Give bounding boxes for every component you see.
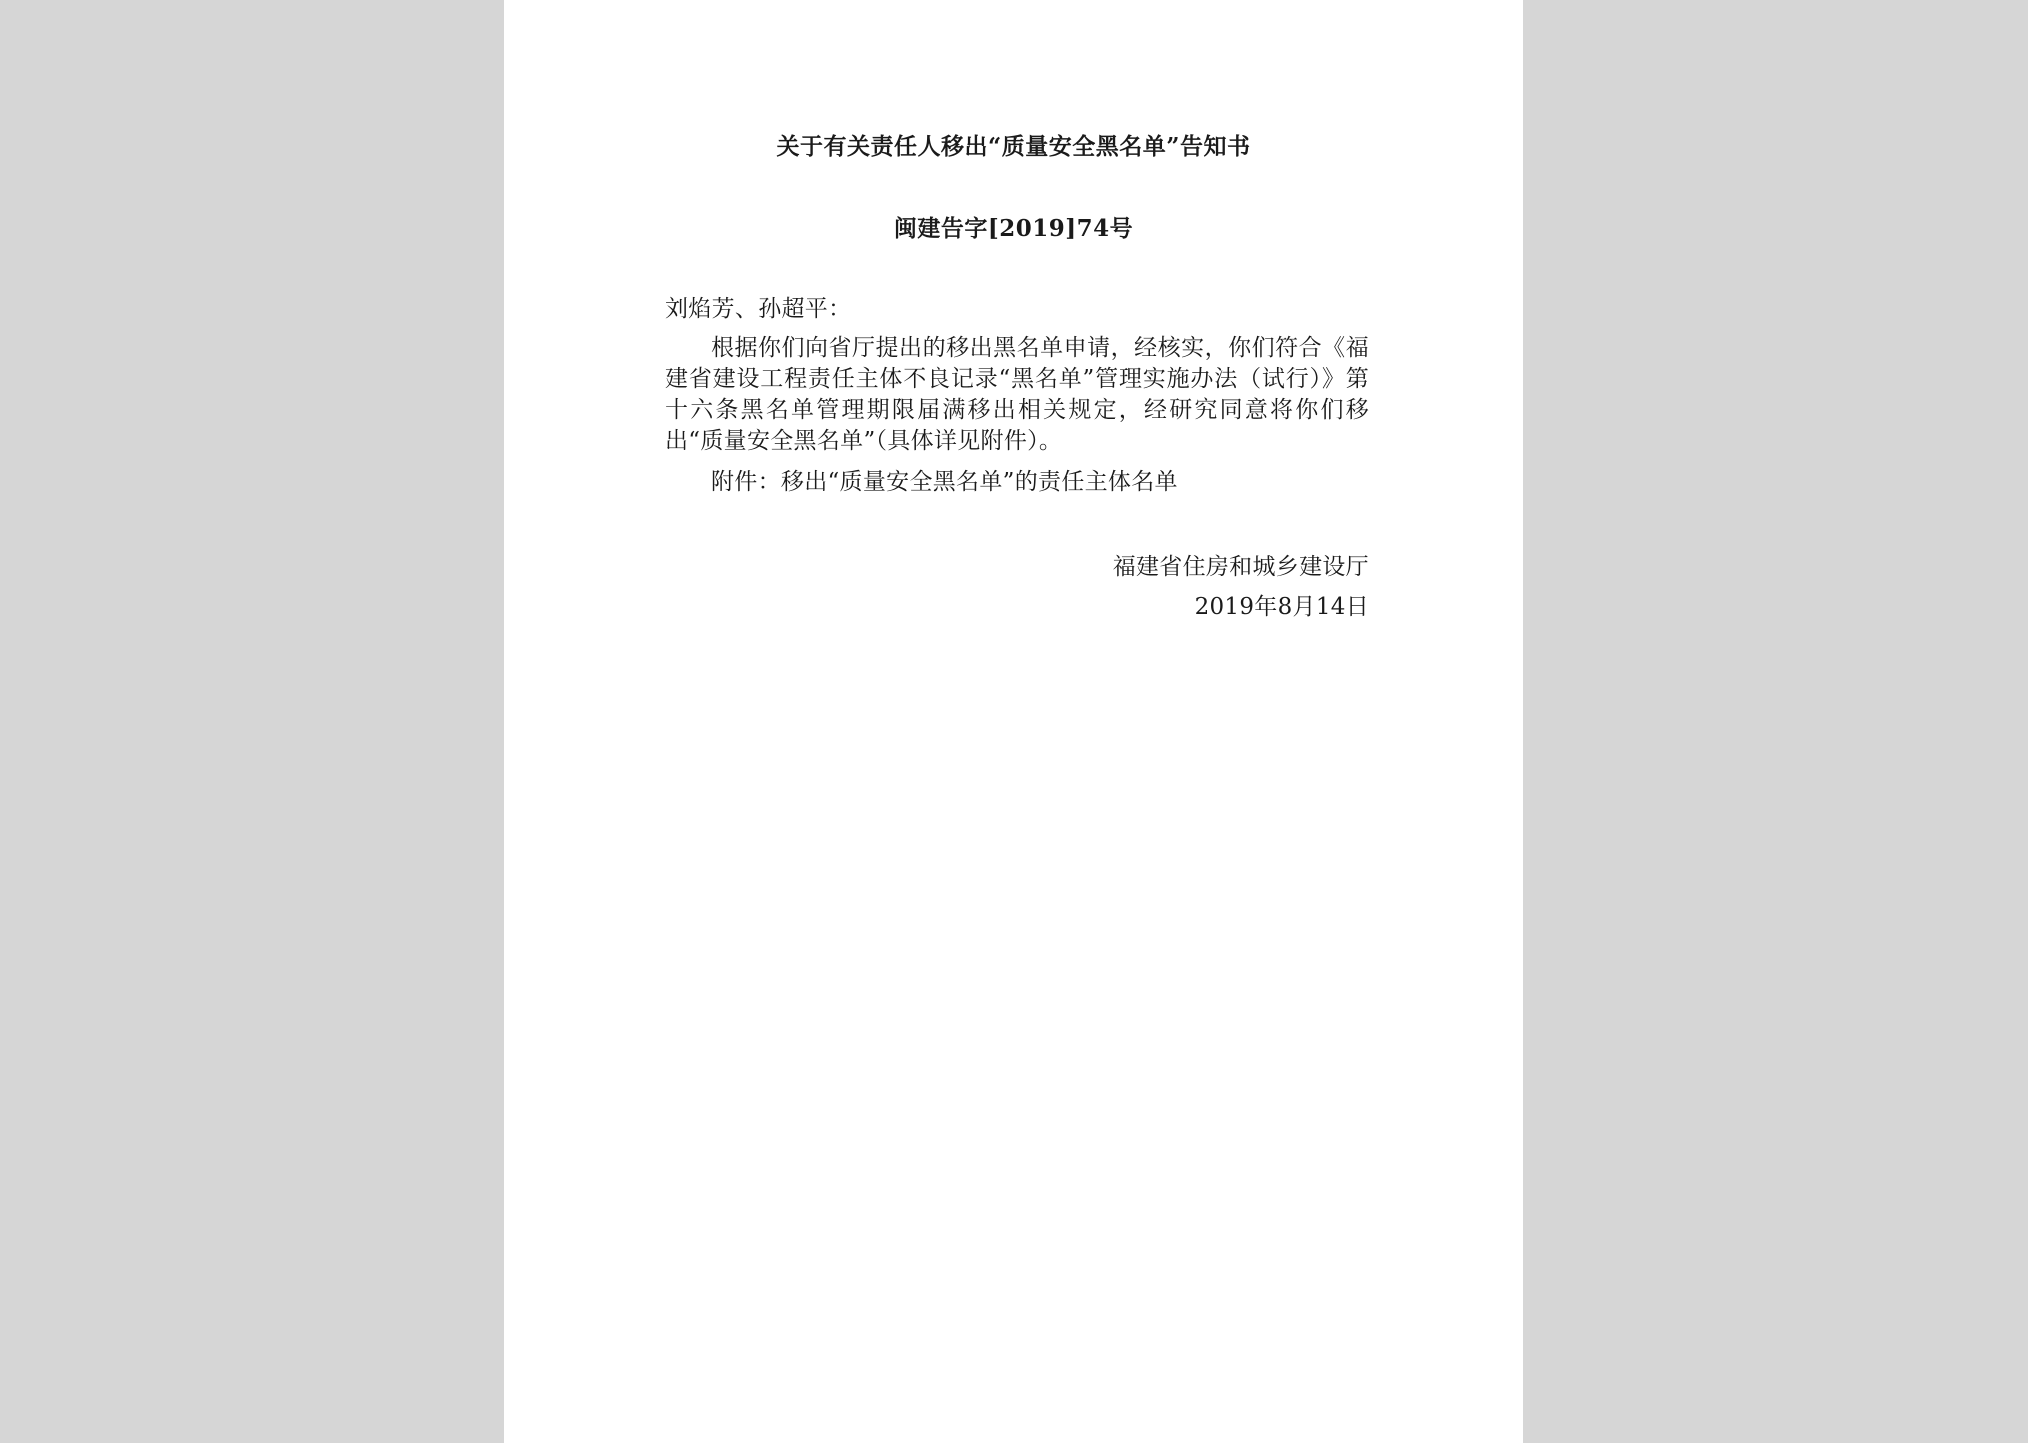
attachment-line: 附件：移出“质量安全黑名单”的责任主体名单 (711, 469, 1178, 495)
body-paragraph: 根据你们向省厅提出的移出黑名单申请，经核实，你们符合《福建省建设工程责任主体不良记录“黑名单”管理实施办法（试行）》第十六条黑名单管理期限届满移出相关规定，经研究同意将你们移出“质量安全黑名单”（具体详见附件）。 (665, 335, 1369, 454)
issuer-signature: 福建省住房和城乡建设厅 (1112, 554, 1369, 580)
document-page (504, 0, 1523, 1443)
salutation: 刘焰芳、孙超平： (665, 296, 852, 322)
document-number: 闽建告字[2019]74号 (893, 215, 1134, 242)
document-body (665, 294, 1369, 498)
issue-date: 2019年8月14日 (1194, 594, 1369, 620)
document-title: 关于有关责任人移出“质量安全黑名单”告知书 (776, 133, 1251, 160)
